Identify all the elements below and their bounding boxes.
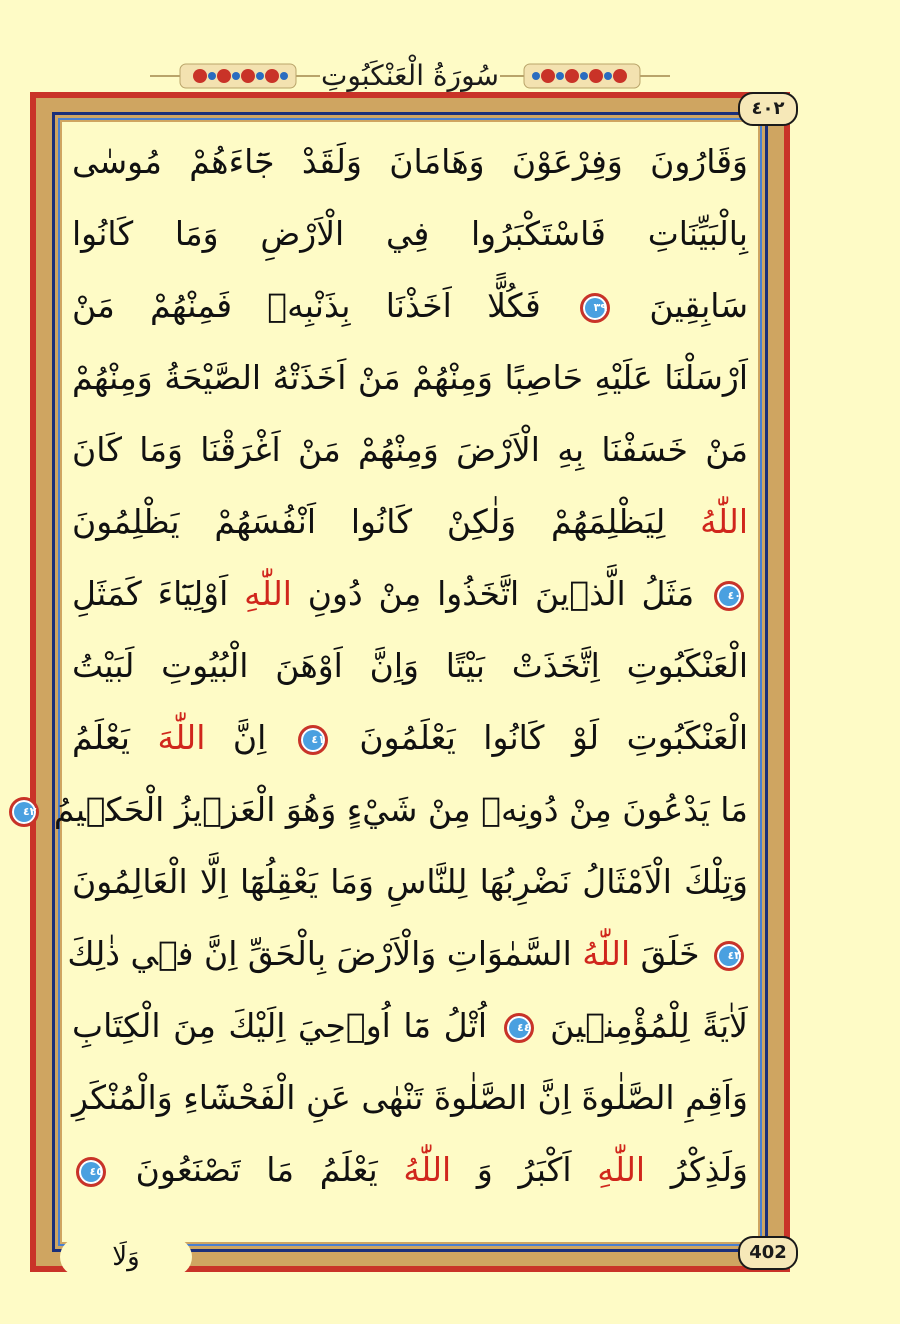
- divine-name: اللّٰهُ: [403, 1150, 452, 1189]
- divine-name: اللّٰهَ: [157, 718, 206, 757]
- verse-text: مَا يَدْعُونَ مِنْ دُونِه۪ مِنْ شَيْءٍ وَهُوَ الْعَز۪يزُ الْحَك۪يمُ: [53, 790, 748, 829]
- verse-line: [22, 780, 748, 840]
- ayah-number-marker: ٤١: [298, 725, 328, 755]
- verse-text: يَعْلَمُ: [72, 718, 130, 757]
- verse-line: [72, 132, 748, 192]
- verse-text: اِنَّ: [232, 718, 267, 757]
- verse-text: لَاٰيَةً لِلْمُؤْمِن۪ينَ: [550, 1006, 748, 1045]
- verse-line: [72, 1140, 748, 1200]
- verse-line: [72, 420, 748, 480]
- verse-text: وَقَارُونَ وَفِرْعَوْنَ وَهَامَانَ وَلَقَدْ جَٓاءَهُمْ مُوسٰى: [72, 142, 748, 181]
- verse-text: مَثَلُ الَّذ۪ينَ اتَّخَذُوا مِنْ دُونِ: [307, 574, 695, 613]
- catchword: وَلَا: [112, 1242, 140, 1272]
- divine-name: اللّٰهِ: [597, 1150, 646, 1189]
- verse-text: اَوْلِيَٓاءَ كَمَثَلِ: [72, 574, 229, 613]
- surah-title: سُورَةُ الْعَنْكَبُوتِ: [320, 52, 500, 100]
- ayah-number-marker: ٤٣: [714, 941, 744, 971]
- ayah-number-marker: ٣٩: [580, 293, 610, 323]
- verse-text: لِيَظْلِمَهُمْ وَلٰكِنْ كَانُوا اَنْفُسَهُمْ يَظْلِمُونَ: [72, 502, 666, 541]
- verse-text: اَرْسَلْنَا عَلَيْهِ حَاصِبًا وَمِنْهُمْ مَنْ اَخَذَتْهُ الصَّيْحَةُ وَمِنْهُمْ: [72, 358, 748, 397]
- ayah-number-marker: ٤٥: [76, 1157, 106, 1187]
- ayah-number-marker: ٤٠: [714, 581, 744, 611]
- verse-text: سَابِقِينَ: [649, 286, 748, 325]
- verse-line: [72, 1068, 748, 1128]
- verse-line: [72, 492, 748, 552]
- verse-line: [72, 276, 748, 336]
- divine-name: اللّٰهِ: [244, 574, 292, 613]
- verse-text: الْعَنْكَبُوتِ اِتَّخَذَتْ بَيْتًا وَاِنَّ اَوْهَنَ الْبُيُوتِ لَبَيْتُ: [72, 646, 748, 685]
- verse-line: [72, 348, 748, 408]
- divine-name: اللّٰهُ: [700, 502, 748, 541]
- verse-text: مَنْ خَسَفْنَا بِهِ الْاَرْضَ وَمِنْهُمْ مَنْ اَغْرَقْنَا وَمَا كَانَ: [72, 430, 748, 469]
- verse-text: وَتِلْكَ الْاَمْثَالُ نَضْرِبُهَا لِلنَّاسِ وَمَا يَعْقِلُهَٓا اِلَّا الْعَالِمُونَ: [72, 862, 748, 901]
- verse-text: الْعَنْكَبُوتِ لَوْ كَانُوا يَعْلَمُونَ: [359, 718, 748, 757]
- page-number-top: ٤٠٢: [738, 92, 798, 126]
- divine-name: اللّٰهُ: [582, 934, 631, 973]
- ornament-right-icon: [522, 56, 642, 96]
- ornament-left-icon: [178, 56, 298, 96]
- verse-text: اُتْلُ مَٓا اُو۫حِيَ اِلَيْكَ مِنَ الْكِتَابِ: [72, 1006, 487, 1045]
- verse-text: وَاَقِمِ الصَّلٰوةَ اِنَّ الصَّلٰوةَ تَنْهٰى عَنِ الْفَحْشَٓاءِ وَالْمُنْكَرِ: [72, 1078, 748, 1117]
- verse-line: [72, 996, 748, 1056]
- verse-text: يَعْلَمُ مَا تَصْنَعُونَ: [135, 1150, 378, 1189]
- verse-line: [67, 924, 748, 984]
- ayah-number-marker: ٤٢: [9, 797, 39, 827]
- verse-line: [72, 636, 748, 696]
- verse-text: السَّمٰوَاتِ وَالْاَرْضَ بِالْحَقِّ اِنَّ ف۪ي ذٰلِكَ: [67, 934, 572, 973]
- verse-text: فَكُلًّا اَخَذْنَا بِذَنْبِه۪ فَمِنْهُمْ مَنْ: [72, 286, 541, 325]
- verse-text: بِالْبَيِّنَاتِ فَاسْتَكْبَرُوا فِي الْاَرْضِ وَمَا كَانُوا: [72, 214, 748, 253]
- verse-text: خَلَقَ: [640, 934, 700, 973]
- verse-text: اَكْبَرُ وَ: [476, 1150, 572, 1189]
- verse-line: [72, 708, 748, 768]
- ayah-number-marker: ٤٤: [504, 1013, 534, 1043]
- verse-text: وَلَذِكْرُ: [670, 1150, 748, 1189]
- page-number-bottom: 402: [738, 1236, 798, 1270]
- verse-line: [72, 204, 748, 264]
- verse-line: [72, 564, 748, 624]
- verse-line: [72, 852, 748, 912]
